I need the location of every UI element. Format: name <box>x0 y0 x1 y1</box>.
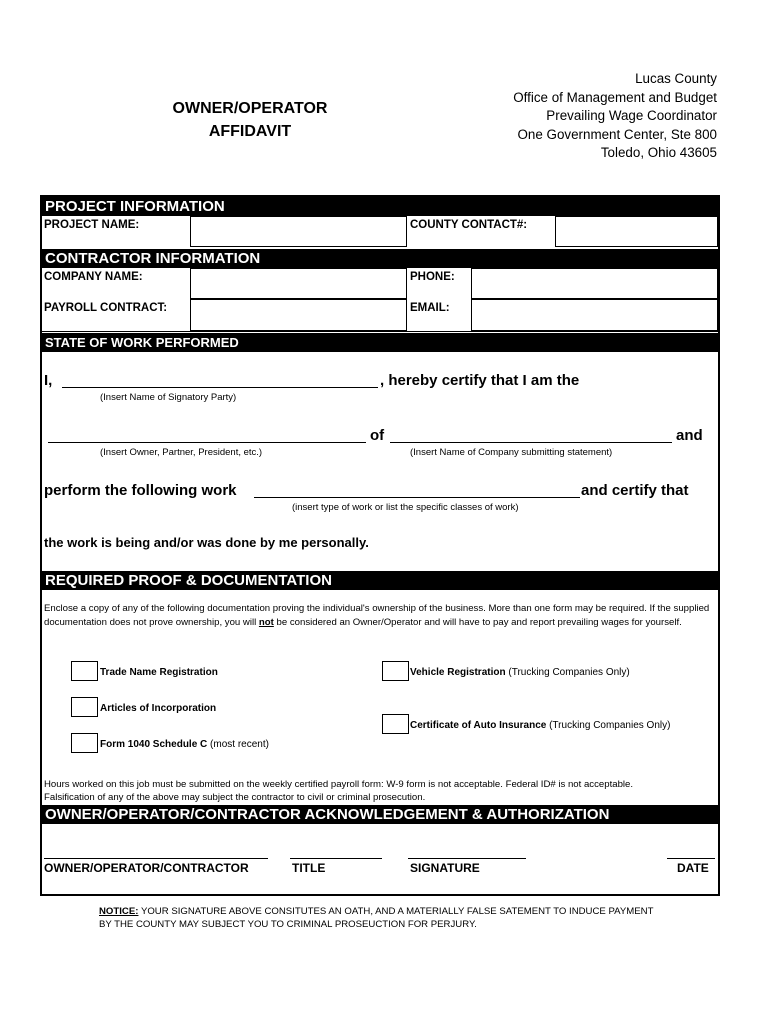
vehicle-note: (Trucking Companies Only) <box>505 667 630 678</box>
ack-header: OWNER/OPERATOR/CONTRACTOR ACKNOWLEDGEMENT & AUTHORIZATION <box>42 805 718 824</box>
perform-work-text: perform the following work <box>44 482 237 499</box>
divider <box>42 331 718 332</box>
vehicle-checkbox[interactable] <box>382 661 409 681</box>
vehicle-name: Vehicle Registration <box>410 667 506 678</box>
form1040-note: (most recent) <box>207 739 269 750</box>
address-line: One Government Center, Ste 800 <box>517 126 717 142</box>
payroll-contract-field[interactable] <box>190 299 407 331</box>
proof-intro-b: be considered an Owner/Operator and will have to pay and report prevailing wages for yourself. <box>273 617 682 628</box>
insurance-checkbox[interactable] <box>382 714 409 734</box>
notice <box>99 905 659 931</box>
certify-that-text: and certify that <box>581 482 689 499</box>
signature-line[interactable] <box>408 858 526 859</box>
title-hint: (Insert Owner, Partner, President, etc.) <box>100 447 263 458</box>
form-title-line2: AFFIDAVIT <box>208 123 292 140</box>
insurance-label <box>410 720 670 732</box>
signatory-name-line[interactable] <box>62 387 378 388</box>
payroll-contract-label: PAYROLL CONTRACT: <box>44 302 168 314</box>
county-contact-field[interactable] <box>555 216 718 247</box>
form-title-line1: OWNER/OPERATOR <box>172 100 328 117</box>
company-name-label: COMPANY NAME: <box>44 271 143 283</box>
work-hint: (insert type of work or list the specific classes of work) <box>292 502 519 513</box>
title-label: TITLE <box>292 861 326 875</box>
contractor-info-header: CONTRACTOR INFORMATION <box>42 249 718 268</box>
trade-name-checkbox[interactable] <box>71 661 98 681</box>
articles-label: Articles of Incorporation <box>100 703 217 714</box>
proof-intro <box>44 602 718 630</box>
notice-label: NOTICE: <box>99 906 139 917</box>
project-name-field[interactable] <box>190 216 407 247</box>
owner-title-line[interactable] <box>48 442 366 443</box>
phone-label: PHONE: <box>410 271 455 283</box>
company-statement-line[interactable] <box>390 442 672 443</box>
trade-name-label: Trade Name Registration <box>100 667 218 678</box>
form1040-name: Form 1040 Schedule C <box>100 739 208 750</box>
address-line: Toledo, Ohio 43605 <box>600 145 717 160</box>
articles-checkbox[interactable] <box>71 697 98 717</box>
notice-text: YOUR SIGNATURE ABOVE CONSITUTES AN OATH, AND A MATERIALLY FALSE SATEMENT TO INDUCE PAYMENT BY THE COUNTY MAY SUBJECT YOU TO CRIMINAL PROSEUCTION FOR PERJURY. <box>99 906 654 930</box>
email-field[interactable] <box>471 299 718 331</box>
owner-label: OWNER/OPERATOR/CONTRACTOR <box>44 861 249 875</box>
certify-text: , hereby certify that I am the <box>380 372 580 389</box>
project-info-header: PROJECT INFORMATION <box>42 197 718 216</box>
i-prefix-text: I, <box>44 372 53 389</box>
proof-intro-not: not <box>258 617 274 628</box>
project-name-label: PROJECT NAME: <box>44 219 140 231</box>
of-text: of <box>370 427 385 444</box>
owner-signature-line[interactable] <box>44 858 268 859</box>
phone-field[interactable] <box>471 268 718 299</box>
date-label: DATE <box>677 861 709 875</box>
state-of-work-header: STATE OF WORK PERFORMED <box>42 333 718 352</box>
proof-header: REQUIRED PROOF & DOCUMENTATION <box>42 571 718 590</box>
date-line[interactable] <box>667 858 715 859</box>
address-line: Lucas County <box>635 71 717 86</box>
company-hint: (Insert Name of Company submitting statement) <box>410 447 613 458</box>
personally-text: the work is being and/or was done by me personally. <box>44 535 369 550</box>
address-line: Office of Management and Budget <box>513 89 717 105</box>
form-title <box>140 97 360 143</box>
form1040-checkbox[interactable] <box>71 733 98 753</box>
office-address <box>513 70 717 163</box>
proof-footer-2: Falsification of any of the above may subject the contractor to civil or criminal prosecution. <box>44 792 426 803</box>
email-label: EMAIL: <box>410 302 450 314</box>
insurance-note: (Trucking Companies Only) <box>546 720 671 731</box>
form1040-label <box>100 739 269 751</box>
insurance-name: Certificate of Auto Insurance <box>410 720 547 731</box>
title-line[interactable] <box>290 858 382 859</box>
work-type-line[interactable] <box>254 497 580 498</box>
proof-intro-a: Enclose a copy of any of the following documentation proving the individual's ownership of the business. More than one form may be required. If the supplied documentation does not prove ownership, you will <box>44 603 710 628</box>
and-text: and <box>676 427 703 444</box>
address-line: Prevailing Wage Coordinator <box>546 108 717 123</box>
company-name-field[interactable] <box>190 268 407 299</box>
county-contact-label: COUNTY CONTACT#: <box>410 219 528 231</box>
signatory-hint: (Insert Name of Signatory Party) <box>100 392 237 403</box>
vehicle-label <box>410 667 630 679</box>
proof-footer-1: Hours worked on this job must be submitted on the weekly certified payroll form: W-9 form is not acceptable. Federal ID# is not acceptable. <box>44 779 634 790</box>
signature-label: SIGNATURE <box>410 861 480 875</box>
